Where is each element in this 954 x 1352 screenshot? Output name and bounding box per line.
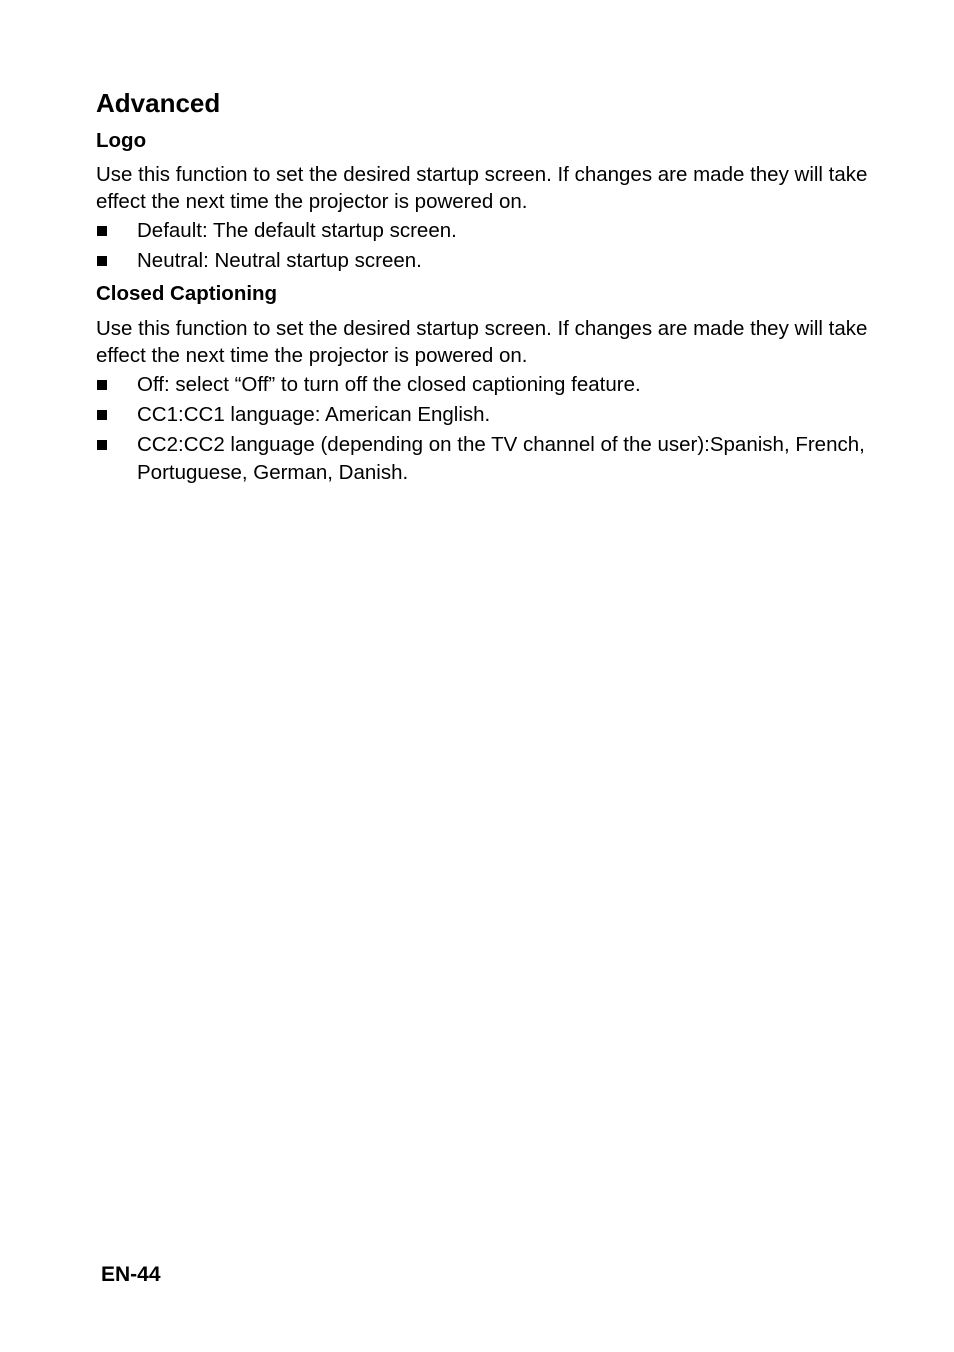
cc-option-cc1: CC1:CC1 language: American English.	[137, 403, 491, 426]
closed-captioning-description: Use this function to set the desired startup screen. If changes are made they will take effect the next time the projector is powered on.	[96, 317, 868, 367]
square-bullet-icon	[97, 226, 107, 236]
logo-option-default: Default: The default startup screen.	[137, 219, 457, 242]
logo-description: Use this function to set the desired startup screen. If changes are made they will take effect the next time the projector is powered on.	[96, 163, 868, 213]
logo-option-neutral: Neutral: Neutral startup screen.	[137, 249, 422, 272]
square-bullet-icon	[97, 440, 107, 450]
list-item	[96, 431, 876, 487]
list-item	[96, 371, 876, 399]
square-bullet-icon	[97, 380, 107, 390]
logo-heading: Logo	[96, 129, 147, 152]
closed-captioning-heading: Closed Captioning	[96, 282, 278, 305]
closed-captioning-options-list	[96, 371, 876, 487]
cc-option-off: Off: select “Off” to turn off the closed captioning feature.	[137, 373, 641, 396]
page-number: EN-44	[101, 1263, 161, 1286]
document-page	[96, 86, 876, 487]
list-item	[96, 217, 876, 245]
logo-options-list	[96, 217, 876, 275]
list-item	[96, 247, 876, 275]
square-bullet-icon	[97, 256, 107, 266]
section-title: Advanced	[96, 88, 221, 118]
square-bullet-icon	[97, 410, 107, 420]
list-item	[96, 401, 876, 429]
cc-option-cc2: CC2:CC2 language (depending on the TV channel of the user):Spanish, French, Portuguese, German, Danish.	[137, 433, 865, 484]
